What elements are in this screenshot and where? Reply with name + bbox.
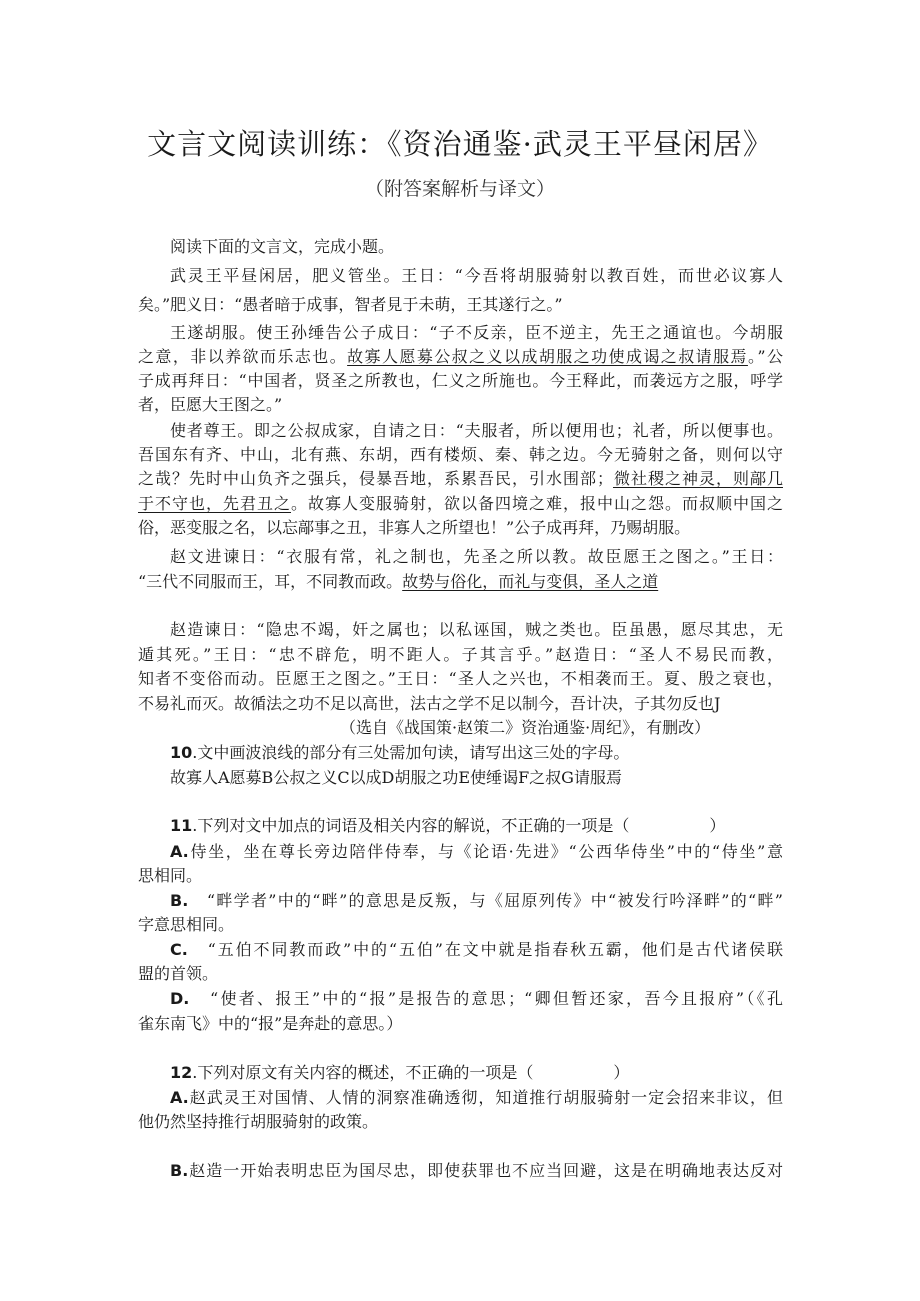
option-text: 侍坐，坐在尊长旁边陪伴侍奉，与《论语·先进》“公西华侍坐”中的“侍坐”意 [188, 842, 783, 861]
underlined-sentence: 于不守也，先君丑之 [138, 494, 291, 513]
option-letter: B. [170, 1161, 189, 1180]
option-text: 赵造一开始表明忠臣为国尽忠，即使获罪也不应当回避，这是在明确地表达反对 [188, 1161, 783, 1180]
passage-line: 使者尊王。即之公叔成家，自请之日：“夫服者，所以便用也；礼者，所以便事也。 [170, 421, 783, 440]
reading-instruction: 阅读下面的文言文，完成小题。 [170, 237, 395, 256]
document-subtitle: （附答案解析与译文） [364, 178, 555, 200]
option-b [170, 890, 783, 912]
option-text: “五伯不同教而政”中的“五伯”在文中就是指春秋五霸，他们是古代诸侯联 [187, 940, 783, 959]
question-stem: .文中画波浪线的部分有三处需加句读，请写出这三处的字母。 [192, 743, 630, 762]
option-letter: A. [170, 842, 189, 861]
document-title: 文言文阅读训练：《资治通鉴·武灵王平昼闲居》 [147, 127, 773, 161]
passage-line-underlined [138, 493, 783, 515]
option-text: 赵武灵王对国情、人情的洞察准确透彻，知道推行胡服骑射一定会招来非议，但 [188, 1088, 783, 1107]
passage-line: 矣。”肥义日：“愚者暗于成事，智者見于未萌，王其遂行之。” [138, 295, 563, 314]
option-c-cont: 盟的首领。 [138, 964, 219, 983]
passage-line: 武灵王平昼闲居，肥义管坐。王日：“今吾将胡服骑射以教百姓，而世必议寡人 [170, 266, 783, 285]
option-letter: A. [170, 1088, 189, 1107]
passage-line-underlined [138, 571, 658, 593]
option-d [170, 988, 783, 1010]
passage-line: 者，臣愿大王图之。” [138, 395, 283, 414]
question-11 [170, 815, 725, 837]
question-number: 12 [170, 1063, 193, 1082]
passage-line-underlined [138, 468, 783, 490]
option-b [170, 1160, 783, 1182]
passage-line: 赵造谏日：“隐忠不竭，奸之属也；以私诬国，贼之类也。臣虽愚，愿尽其忠，无 [170, 620, 783, 639]
option-a-cont: 他仍然坚持推行胡服骑射的政策。 [138, 1112, 379, 1131]
question-10-sentence: 故寡人A愿募B公叔之义C以成D胡服之功E使缍谒F之叔G请服焉 [170, 768, 622, 787]
option-text: “使者、报王”中的“报”是报告的意思；“卿但暂还家，吾今且报府”（《孔 [189, 989, 783, 1008]
option-c [170, 939, 783, 961]
underlined-sentence: 故势与俗化，而礼与变俱，圣人之道 [402, 572, 659, 591]
option-text: “畔学者”中的“畔”的意思是反叛，与《屈原列传》中“被发行吟泽畔”的“畔” [188, 891, 783, 910]
passage-text: 之意，非以养欲而乐志也。 [138, 347, 348, 366]
underlined-sentence: 微社稷之神灵，则鄗几 [612, 469, 783, 488]
option-letter: C. [170, 940, 188, 959]
passage-text: “三代不同服而王，耳，不同教而政。 [138, 572, 403, 591]
question-number: 10 [170, 743, 193, 762]
option-a [170, 1087, 783, 1109]
question-10 [170, 742, 629, 764]
passage-line: 不易礼而灭。故循法之功不足以高世，法古之学不足以制今，吾计决，子其勿反也J [138, 694, 721, 713]
passage-text: 。故寡人变服骑射，欲以备四境之难，报中山之怨。而叔顺中国之 [291, 494, 783, 513]
passage-line: 知者不变俗而动。臣愿王之图之。”王日：“圣人之兴也，不相袭而王。夏、殷之衰也， [138, 669, 783, 688]
passage-line: 王遂胡服。使王孙缍告公子成日：“子不反亲，臣不逆主，先王之通谊也。今胡服 [170, 323, 783, 342]
question-number: 11 [170, 816, 193, 835]
option-a-cont: 思相同。 [138, 866, 203, 885]
passage-line-wavy [138, 346, 783, 368]
option-a [170, 841, 783, 863]
passage-line: 遁其死。”王日：“忠不辟危，明不距人。子其言乎。”赵造日：“圣人不易民而教， [138, 645, 783, 664]
passage-text: 。”公 [747, 347, 783, 366]
source-citation: （选自《战国策·赵策二》资治通鉴·周纪》，有删改） [340, 718, 711, 737]
option-letter: D. [170, 989, 190, 1008]
wavy-underlined-sentence: 故寡人愿募公叔之义以成胡服之功使成谒之叔请服焉 [347, 347, 748, 366]
passage-text: 之哉？先时中山负齐之强兵，侵暴吾地，系累吾民，引水围部； [138, 469, 613, 488]
passage-line: 吾国东有齐、中山，北有燕、东胡，西有楼烦、秦、韩之边。今无骑射之备，则何以守 [138, 445, 783, 464]
passage-line: 子成再拜日：“中国者，贤圣之所教也，仁义之所施也。今王释此，而袭远方之服，呼学 [138, 371, 783, 390]
question-12 [170, 1062, 629, 1084]
option-letter: B. [170, 891, 189, 910]
question-stem: .下列对原文有关内容的概述，不正确的一项是（ ） [192, 1063, 630, 1082]
option-d-cont: 雀东南飞》中的“报”是奔赴的意思。） [138, 1014, 403, 1033]
passage-line: 俗，恶变服之名，以忘鄗事之丑，非寡人之所望也！”公子成再拜，乃赐胡服。 [138, 518, 691, 537]
passage-line: 赵文进谏日：“衣服有常，礼之制也，先圣之所以教。故臣愿王之图之。”王日： [170, 547, 783, 566]
option-b-cont: 字意思相同。 [138, 915, 235, 934]
question-stem: .下列对文中加点的词语及相关内容的解说，不正确的一项是（ ） [192, 816, 726, 835]
